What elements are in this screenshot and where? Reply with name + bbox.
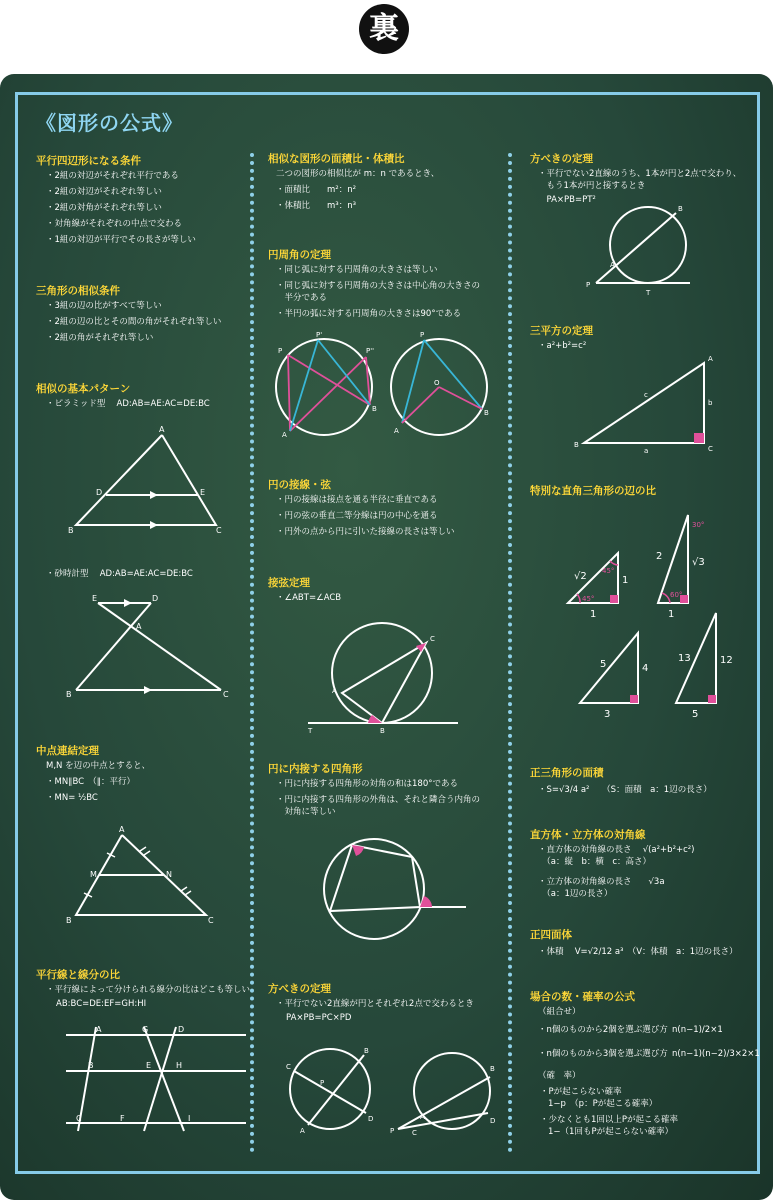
svg-text:M: M [90,870,97,879]
svg-text:B: B [66,916,72,925]
parallel-ratio-heading: 平行線と線分の比 [36,969,120,981]
svg-text:H: H [176,1061,183,1070]
svg-text:13: 13 [678,653,691,664]
svg-text:A: A [420,1113,425,1121]
tangent-chord-diagram [308,621,458,735]
column-divider-1 [250,153,254,1153]
choose-two-formula: n(n−1)/2×1 [672,1025,723,1035]
svg-text:P: P [390,1127,395,1135]
tangent-chord-rule: ・円の接線は接点を通る半径に垂直である [276,495,438,505]
power-of-point-diagrams [280,1041,505,1141]
pythagorean-diagram [564,355,734,455]
power-tangent-text: ・平行でない2直線のうち、1本が円と2点で交わり、 [538,169,742,179]
equilateral-area-formula: ・S=√3/4 a² （S：面積 a：1辺の長さ） [538,785,712,795]
svg-text:D: D [152,594,159,603]
parallelogram-condition: ・1組の対辺が平行でその長さが等しい [46,235,196,245]
svg-text:1: 1 [668,609,675,620]
cyclic-quadrilateral-rule: ・円に内接する四角形の外角は、それと隣合う内角の [276,795,481,805]
svg-text:D: D [368,1115,374,1123]
similarity-patterns-heading: 相似の基本パターン [36,383,131,395]
svg-text:C: C [412,1129,417,1137]
svg-text:5: 5 [600,659,607,670]
power-of-point-text: ・平行でない2直線が円とそれぞれ2点で交わるとき [276,999,474,1009]
svg-text:A: A [332,687,337,695]
complement-formula: 1−p （p：Pが起こる確率） [548,1099,658,1109]
cube-diagonal-legend: （a：1辺の長さ） [538,889,613,899]
svg-text:I: I [188,1114,191,1123]
tangent-chord-theorem-text: ・∠ABT=∠ACB [276,593,342,603]
svg-text:√2: √2 [574,571,587,582]
svg-text:B: B [372,405,377,413]
parallelogram-condition: ・2組の対辺がそれぞれ等しい [46,187,162,197]
pyramid-diagram [66,425,226,535]
similarity-ratio-intro: 二つの図形の相似比が m：n であるとき、 [276,169,440,179]
special-triangles-heading: 特別な直角三角形の辺の比 [530,485,656,497]
cyclic-quadrilateral-diagram [324,837,474,947]
midpoint-parallel: ・MN∥BC （∥：平行） [46,777,136,787]
power-of-point-formula: PA×PB=PC×PD [286,1013,352,1023]
svg-text:b: b [708,399,713,407]
choose-two-text: ・n個のものから2個を選ぶ選び方 [538,1025,668,1035]
svg-text:12: 12 [720,655,733,666]
svg-text:B: B [574,441,579,449]
column-divider-2 [508,153,512,1153]
svg-text:a: a [644,447,649,455]
equilateral-area-heading: 正三角形の面積 [530,767,604,779]
svg-text:B: B [66,690,72,699]
chalkboard [0,74,773,1200]
svg-text:C: C [208,916,214,925]
choose-three-formula: n(n−1)(n−2)/3×2×1 [672,1049,760,1059]
probability-heading: 場合の数・確率の公式 [530,991,635,1003]
area-volume-ratio-heading: 相似な図形の面積比・体積比 [268,153,405,165]
back-side-badge: 裏 [359,4,409,54]
cuboid-diagonal-legend: （a：縦 b：横 c：高さ） [538,857,652,867]
parallelogram-heading: 平行四辺形になる条件 [36,155,141,167]
tetrahedron-volume: ・体積 V=√2/12 a³ （V：体積 a：1辺の長さ） [538,947,738,957]
pythagorean-heading: 三平方の定理 [530,325,593,337]
svg-text:A: A [119,825,125,834]
midpoint-diagram [66,825,226,925]
hourglass-pattern-text: ・砂時計型 AD:AB=AE:AC=DE:BC [46,569,193,579]
svg-text:C: C [76,1114,82,1123]
svg-text:T: T [646,289,651,297]
parallel-lines-diagram [66,1023,246,1133]
svg-text:G: G [142,1025,149,1034]
choose-three-text: ・n個のものから3個を選ぶ選び方 [538,1049,668,1059]
power-of-point-heading: 方べきの定理 [268,983,331,995]
volume-ratio: ・体積比 m³：n³ [276,201,356,211]
tangent-chord-heading: 円の接線・弦 [268,479,331,491]
svg-text:A: A [394,427,399,435]
similarity-condition: ・2組の角がそれぞれ等しい [46,333,154,343]
parallelogram-condition: ・2組の対辺がそれぞれ平行である [46,171,179,181]
svg-text:1: 1 [590,609,597,620]
combination-label: （組合せ） [538,1007,581,1017]
tangent-chord-theorem-heading: 接弦定理 [268,577,310,589]
svg-text:A: A [136,622,142,631]
midpoint-intro: M,N を辺の中点とすると、 [46,761,151,771]
svg-text:D: D [490,1117,496,1125]
svg-text:D: D [96,488,103,497]
parallelogram-condition: ・2組の対角がそれぞれ等しい [46,203,162,213]
complement-text: ・Pが起こらない確率 [540,1087,622,1097]
parallel-ratio-text: ・平行線によって分けられる線分の比はどこも等しい [46,985,251,995]
svg-text:A: A [96,1025,102,1034]
midpoint-theorem-heading: 中点連結定理 [36,745,99,757]
at-least-once-formula: 1−（1回もPが起こらない確率） [548,1127,674,1137]
svg-text:2: 2 [656,551,663,562]
area-ratio: ・面積比 m²：n² [276,185,356,195]
svg-text:P: P [278,347,283,355]
svg-text:5: 5 [692,709,699,720]
inscribed-angle-rule: ・同じ弧に対する円周角の大きさは中心角の大きさの [276,281,481,291]
svg-text:B: B [490,1065,495,1073]
svg-text:1: 1 [622,575,629,586]
svg-text:45°: 45° [602,567,615,575]
svg-text:C: C [216,526,222,535]
similarity-conditions-heading: 三角形の相似条件 [36,285,120,297]
svg-text:B: B [484,409,489,417]
cube-diagonal-formula: ・立方体の対角線の長さ √3a [538,877,665,887]
svg-text:A: A [610,261,615,269]
svg-text:3: 3 [604,709,611,720]
board-frame [15,92,760,1174]
similarity-condition: ・2組の辺の比とその間の角がそれぞれ等しい [46,317,222,327]
cyclic-quadrilateral-rule: ・円に内接する四角形の対角の和は180°である [276,779,458,789]
svg-text:A: A [300,1127,305,1135]
svg-text:P: P [586,281,591,289]
svg-text:P: P [320,1079,325,1087]
power-tangent-formula: PA×PB=PT² [538,195,596,205]
tangent-chord-rule: ・円の弦の垂直二等分線は円の中心を通る [276,511,438,521]
svg-text:E: E [92,594,98,603]
svg-text:A: A [708,355,713,363]
svg-text:C: C [286,1063,291,1071]
svg-text:C: C [430,635,435,643]
svg-text:C: C [708,445,713,453]
inscribed-angle-rule: 半分である [276,293,328,303]
pyramid-pattern-text: ・ピラミッド型 AD:AB=AE:AC=DE:BC [46,399,210,409]
cuboid-diagonal-formula: ・直方体の対角線の長さ √(a²+b²+c²) [538,845,695,855]
hourglass-diagram [66,595,236,705]
svg-text:D: D [178,1025,185,1034]
tetrahedron-heading: 正四面体 [530,929,572,941]
power-tangent-text: もう1本が円と接するとき [538,181,646,191]
svg-text:F: F [120,1114,125,1123]
midpoint-half: ・MN= ½BC [46,793,98,803]
power-tangent-diagram [586,207,706,295]
svg-text:E: E [146,1061,152,1070]
svg-text:B: B [678,205,683,213]
special-triangles-diagram [558,503,748,743]
svg-text:P'': P'' [366,347,375,355]
svg-text:30°: 30° [692,521,705,529]
svg-text:A: A [159,425,165,434]
svg-text:O: O [434,379,440,387]
svg-text:45°: 45° [582,595,595,603]
cyclic-quadrilateral-rule: 対角に等しい [276,807,336,817]
svg-text:P': P' [316,331,323,339]
cuboid-diagonal-heading: 直方体・立方体の対角線 [530,829,646,841]
tangent-chord-rule: ・円外の点から円に引いた接線の長さは等しい [276,527,455,537]
similarity-condition: ・3組の辺の比がすべて等しい [46,301,162,311]
power-tangent-heading: 方べきの定理 [530,153,593,165]
svg-text:B: B [364,1047,369,1055]
svg-text:P: P [420,331,425,339]
svg-text:√3: √3 [692,557,705,568]
svg-text:B: B [68,526,74,535]
svg-text:c: c [644,391,648,399]
svg-text:60°: 60° [670,591,683,599]
svg-text:T: T [308,727,313,735]
svg-text:A: A [282,431,287,439]
svg-text:E: E [200,488,206,497]
svg-text:B: B [88,1061,94,1070]
svg-text:4: 4 [642,663,649,674]
svg-text:B: B [380,727,385,735]
inscribed-angle-rule: ・同じ弧に対する円周角の大きさは等しい [276,265,438,275]
svg-text:N: N [166,870,172,879]
inscribed-angle-rule: ・半円の弧に対する円周角の大きさは90°である [276,309,462,319]
svg-text:C: C [223,690,229,699]
at-least-once-text: ・少なくとも1回以上Pが起こる確率 [540,1115,679,1125]
parallelogram-condition: ・対角線がそれぞれの中点で交わる [46,219,183,229]
cyclic-quadrilateral-heading: 円に内接する四角形 [268,763,363,775]
pythagorean-formula: ・a²+b²=c² [538,341,587,351]
inscribed-angle-heading: 円周角の定理 [268,249,331,261]
probability-label: （確 率） [538,1071,581,1081]
parallel-ratio-formula: AB:BC=DE:EF=GH:HI [56,999,147,1009]
inscribed-angle-diagrams [274,331,499,439]
page-title: 《図形の公式》 [36,111,183,135]
